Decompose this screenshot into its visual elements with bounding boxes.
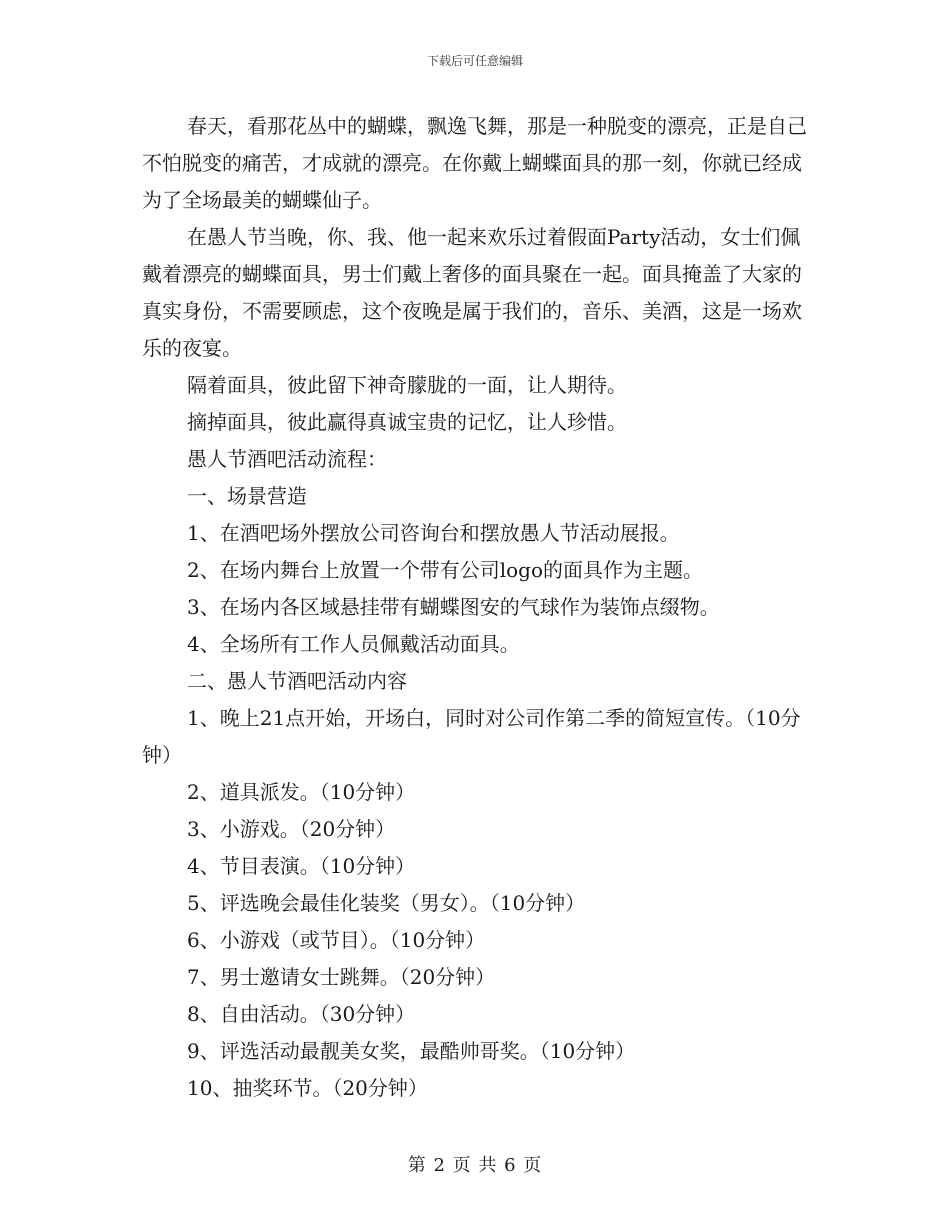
page-number: 第 2 页 共 6 页: [407, 1155, 543, 1176]
list-item-scene-3: 3、在场内各区域悬挂带有蝴蝶图安的气球作为装饰点缀物。: [187, 595, 720, 619]
paragraph-butterfly-intro: 春天，看那花丛中的蝴蝶，飘逸飞舞，那是一种脱变的漂亮，正是自己不怕脱变的痛苦，才成就的漂亮。在你戴上蝴蝶面具的那一刻，你就已经成为了全场最美的蝴蝶仙子。: [142, 114, 807, 212]
page-header-note: 下载后可任意编辑: [426, 54, 523, 68]
list-item-content-7: 7、男士邀请女士跳舞。（20分钟）: [187, 965, 496, 989]
paragraph-mask-off: 摘掉面具，彼此赢得真诚宝贵的记忆，让人珍惜。: [187, 410, 627, 434]
section-heading-content: 二、愚人节酒吧活动内容: [187, 669, 407, 693]
section-heading-scene: 一、场景营造: [187, 484, 307, 508]
list-item-content-6: 6、小游戏（或节目）。（10分钟）: [187, 928, 486, 952]
list-item-content-5: 5、评选晚会最佳化装奖（男女）。（10分钟）: [187, 891, 586, 915]
list-item-content-8: 8、自由活动。（30分钟）: [187, 1002, 416, 1026]
list-item-content-10: 10、抽奖环节。（20分钟）: [187, 1076, 428, 1100]
section-title-process: 愚人节酒吧活动流程：: [187, 447, 387, 471]
list-item-content-3: 3、小游戏。（20分钟）: [187, 817, 396, 841]
list-item-content-1: 1、晚上21点开始，开场白，同时对公司作第二季的简短宣传。（10分钟）: [142, 706, 801, 767]
list-item-content-2: 2、道具派发。（10分钟）: [187, 780, 416, 804]
list-item-scene-4: 4、全场所有工作人员佩戴活动面具。: [187, 632, 520, 656]
list-item-content-4: 4、节目表演。（10分钟）: [187, 854, 416, 878]
list-item-content-9: 9、评选活动最靓美女奖，最酷帅哥奖。（10分钟）: [187, 1039, 636, 1063]
list-item-scene-1: 1、在酒吧场外摆放公司咨询台和摆放愚人节活动展报。: [187, 521, 680, 545]
list-item-scene-2: 2、在场内舞台上放置一个带有公司logo的面具作为主题。: [187, 558, 704, 582]
document-body: [142, 108, 812, 1107]
paragraph-mask-on: 隔着面具，彼此留下神奇朦胧的一面，让人期待。: [187, 373, 627, 397]
paragraph-party-description: 在愚人节当晚，你、我、他一起来欢乐过着假面Party活动，女士们佩戴着漂亮的蝴蝶面具，男士们戴上奢侈的面具聚在一起。面具掩盖了大家的真实身份，不需要顾虑，这个夜晚是属于我们的，音乐、美酒，这是一场欢乐的夜宴。: [142, 225, 802, 360]
